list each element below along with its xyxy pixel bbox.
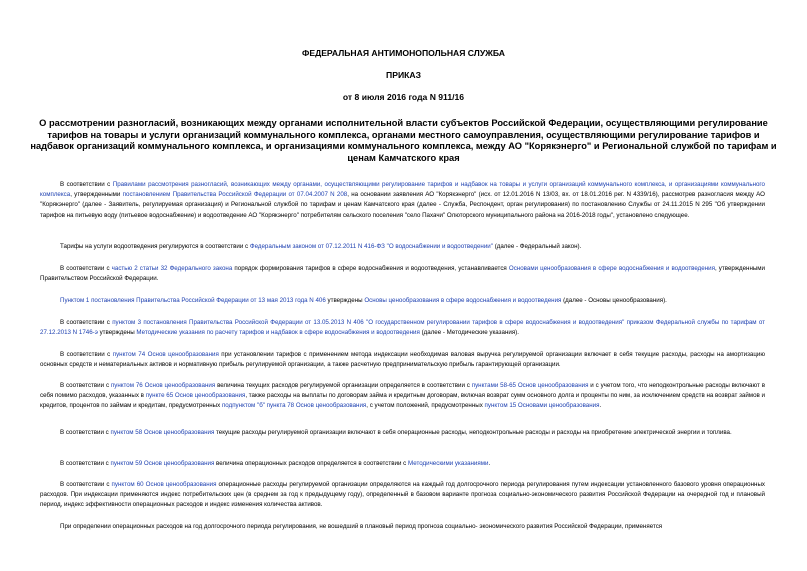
text: (далее - Федеральный закон).: [492, 243, 582, 250]
link-point-58[interactable]: пунктом 58 Основ ценообразования: [110, 429, 215, 436]
link-point-74[interactable]: пунктом 74 Основ ценообразования: [112, 351, 219, 358]
text: (далее - Основы ценообразования).: [561, 297, 667, 304]
text: величина операционных расходов определяется в соответствии с: [214, 460, 408, 467]
text: операционные расходы регулируемой организации определяются на каждый год долгосрочного периода регулирования путем индексации установленного базового уровня операционных расходов. При индексации применяются индекс потребительских цен (в среднем за год к предыдущему году), определенный в базовом варианте прогноза социально-экономического развития Российской Федерации на очередной год и плановый период, индекс эффективности операционных расходов и индекс изменения количества активов.: [40, 481, 765, 509]
text: .: [599, 402, 602, 410]
link-subpoint-b-point-78[interactable]: подпунктом "б" пункта 78 Основ ценообразования: [221, 402, 367, 410]
link-point-59[interactable]: пунктом 59 Основ ценообразования: [110, 460, 215, 467]
text: , утвержденными Правительством Российской Федерации.: [40, 265, 766, 283]
paragraph-7: [40, 381, 765, 412]
paragraph-2: [40, 242, 765, 252]
link-point-60[interactable]: пунктом 60 Основ ценообразования: [111, 481, 217, 488]
document-type: ПРИКАЗ: [386, 70, 421, 80]
paragraph-11: [40, 522, 765, 532]
link-rules[interactable]: Правилами рассмотрения разногласий, возникающих между органами, осуществляющими регулирование тарифов и надбавок на товары и услуги организаций коммунального комплекса, и организациями коммунального комплекса: [40, 181, 765, 199]
agency-heading: ФЕДЕРАЛЬНАЯ АНТИМОНОПОЛЬНАЯ СЛУЖБА: [302, 48, 505, 58]
link-article-32[interactable]: частью 2 статьи 32 Федерального закона: [111, 265, 233, 272]
text: , на основании заявления АО "Корякэнерго" (исх. от 12.01.2016 N 13/03, вх. от 18.01.2016 рег. N 4339/16), рассмотрев разногласия между АО "Корякэнерго" (далее - Заявитель, регулируемая организация) и Региональной службой по тарифам и ценам Камчатского края (далее - Служба, Респондент, орган регулирования) по постановлению Службы от 24.11.2015 N 295 "Об утверждении тарифов на питьевую воду (питьевое водоснабжение) и водоотведение АО "Корякэнерго" потребителям сельского поселения "село Пахачи" Олюторского муниципального района на 2016-2018 годы", установлено следующее.: [40, 191, 765, 219]
text: В соответствии с: [60, 481, 112, 488]
text: , с учетом положений, предусмотренных: [366, 402, 485, 410]
link-point-15[interactable]: пунктом 15 Основами ценообразования: [484, 402, 600, 410]
text: В соответствии с: [60, 429, 111, 436]
text: Тарифы на услуги водоотведения регулируются в соответствии с: [60, 243, 250, 250]
link-methodical-guidelines[interactable]: Методическими указаниями: [407, 460, 489, 467]
paragraph-6: [40, 350, 765, 370]
link-points-58-65[interactable]: пунктами 58-65 Основ ценообразования: [471, 382, 589, 389]
text: утверждены: [97, 329, 137, 337]
document-date: от 8 июля 2016 года N 911/16: [342, 92, 465, 102]
text: При определении операционных расходов на год долгосрочного периода регулирования, не вошедший в плановый период прогноза социально- экономического развития Российской Федерации, применяется: [60, 523, 663, 530]
link-pricing-basics[interactable]: Основы ценообразования в сфере водоснабжения и водоотведения: [364, 297, 562, 304]
text: порядок формирования тарифов в сфере водоснабжения и водоотведения, устанавливается: [232, 265, 509, 272]
text: В соответствии с: [60, 181, 113, 188]
paragraph-4: [40, 296, 765, 306]
paragraph-1: [40, 180, 765, 221]
paragraph-8: [40, 428, 765, 438]
text: , утвержденными: [70, 191, 123, 199]
text: В соответствии с: [60, 460, 111, 467]
link-point-65[interactable]: пункте 65 Основ ценообразования: [145, 392, 246, 400]
link-decree-208[interactable]: постановлением Правительства Российской Федерации от 07.04.2007 N 208: [122, 191, 348, 199]
paragraph-9: [40, 459, 765, 469]
text: В соответствии с: [60, 319, 113, 326]
text: текущие расходы регулируемой организации включают в себя операционные расходы, неподконтрольные расходы и расходы на приобретение электрической энергии и топлива.: [214, 429, 732, 436]
paragraph-10: [40, 480, 765, 511]
link-methodical-guidelines[interactable]: Методические указания по расчету тарифов и надбавок в сфере водоснабжения и водоотведения: [136, 329, 420, 337]
link-decree-406-p1[interactable]: Пунктом 1 постановления Правительства Российской Федерации от 13 мая 2013 года N 406: [60, 297, 326, 304]
paragraph-3: [40, 264, 765, 284]
link-point-76[interactable]: пунктом 76 Основ ценообразования: [110, 382, 216, 389]
text: , также расходы на выплаты по договорам займа и кредитным договорам, включая возврат сумм основного долга и проценты по ним, за исключением средств на возврат займов и кредитов, процентов по займам и кредитам, предусмотренных: [40, 392, 765, 410]
text: величина текущих расходов регулируемой организации определяется в соответствии с: [215, 382, 472, 389]
text: (далее - Методические указания).: [419, 329, 519, 337]
document-title: О рассмотрении разногласий, возникающих между органами исполнительной власти субъектов Российской Федерации, осуществляющими регулирование тарифов на товары и услуги организаций коммунального комплекса, органами местного самоуправления, осуществляющими регулирование тарифов и надбавок организаций коммунального комплекса, и организациями коммунального комплекса, между АО "Корякэнерго" и Региональной службой по тарифам и ценам Камчатского края: [30, 118, 777, 163]
text: при установлении тарифов с применением метода индексации необходимая валовая выручка регулируемой организации включает в себя текущие расходы, расходы на амортизацию основных средств и нематериальных активов и нормативную прибыль регулируемой организации, а также расчетную предпринимательскую прибыль гарантирующей организации.: [40, 351, 765, 369]
text: В соответствии с: [60, 351, 113, 358]
text: утверждены: [325, 297, 365, 304]
link-order-1746[interactable]: приказом Федеральной службы по тарифам от 27.12.2013 N 1746-э: [40, 319, 765, 337]
link-decree-406-p3[interactable]: пунктом 3 постановления Правительства Российской Федерации от 13.05.2013 N 406 "О государственном регулировании тарифов в сфере водоснабжения и водоотведения": [112, 319, 625, 326]
link-pricing-basics[interactable]: Основами ценообразования в сфере водоснабжения и водоотведения: [508, 265, 715, 272]
text: и с учетом того, что неподконтрольные расходы включают в себя помимо расходов, указанных в: [40, 382, 765, 400]
text: В соответствии с: [60, 265, 112, 272]
paragraph-5: [40, 318, 765, 338]
text: В соответствии с: [60, 382, 111, 389]
link-federal-law-416[interactable]: Федеральным законом от 07.12.2011 N 416-ФЗ "О водоснабжении и водоотведении": [249, 243, 493, 250]
text: .: [488, 460, 491, 467]
